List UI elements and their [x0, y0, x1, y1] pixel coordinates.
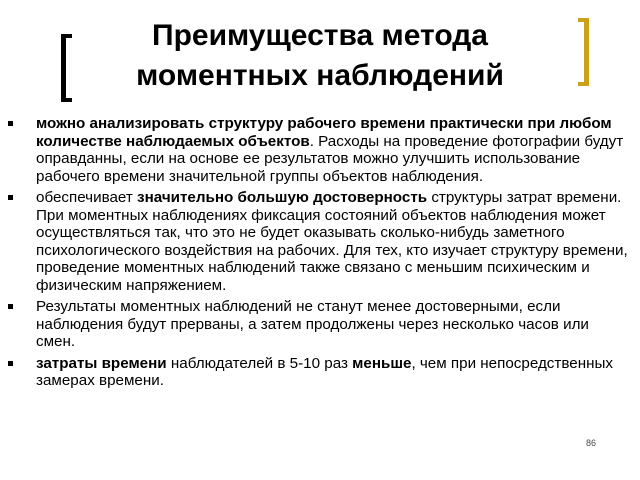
right-bracket-decoration [578, 18, 589, 86]
bullet-text: наблюдателей в 5-10 раз [166, 354, 353, 372]
slide-title [70, 16, 570, 96]
square-bullet-icon [8, 195, 13, 200]
bullet-item [8, 355, 630, 390]
bullet-text: Результаты моментных наблюдений не станут менее достоверными, если наблюдения будут прерваны, а затем продолжены через несколько часов или смен. [36, 298, 589, 350]
bullet-text: , чем при непосредственных замерах времени. [36, 354, 613, 389]
square-bullet-icon [8, 361, 13, 366]
bullet-list [8, 115, 630, 394]
bullet-text: структуры затрат времени. При моментных наблюдениях фиксация состояний объектов наблюдения может осуществляться так, что это не будет оказывать сколько-нибудь заметного психологического воздействия на рабочих. Для тех, кто изучает структуру времени, проведение моментных наблюдений также связано с меньшим психическим и физическим напряжением. [36, 189, 628, 294]
square-bullet-icon [8, 121, 13, 126]
bullet-item [8, 115, 630, 185]
bullet-item [8, 298, 630, 351]
slide-title-line: Преимущества метода [152, 19, 488, 52]
bullet-text-bold: меньше [352, 354, 412, 372]
bullet-item [8, 189, 630, 294]
bullet-text-bold: значительно большую достоверность [137, 189, 428, 206]
bullet-text: . Расходы на проведение фотографии будут оправданны, если на основе ее результатов можно улучшить использование рабочего времени значительной группы объектов наблюдения. [36, 132, 624, 185]
slide-number: 86 [585, 438, 596, 448]
bullet-text: обеспечивает [36, 189, 138, 206]
bullet-text-bold: затраты времени [36, 354, 167, 372]
bullet-text-bold: можно анализировать структуру рабочего времени практически при любом количестве наблюдаемых объектов [36, 115, 612, 150]
slide-title-line: моментных наблюдений [136, 59, 504, 92]
square-bullet-icon [8, 304, 13, 309]
